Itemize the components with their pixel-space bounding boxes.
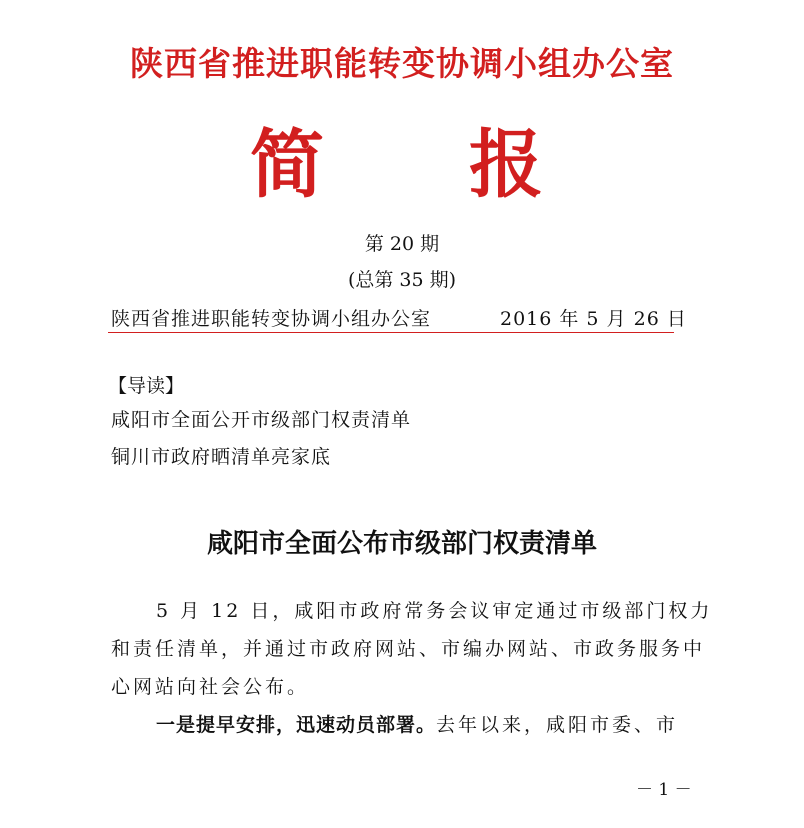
brief-title-char-1: 简 (250, 122, 324, 208)
guide-heading: 【导读】 (108, 375, 185, 397)
guide-item: 铜川市政府晒清单亮家底 (111, 446, 332, 468)
issuer: 陕西省推进职能转变协调小组办公室 (111, 308, 432, 330)
brief-title-char-2: 报 (469, 122, 543, 208)
paragraph-line: 5 月 12 日，咸阳市政府常务会议审定通过市级部门权力 (156, 600, 713, 622)
paragraph-line (156, 710, 678, 737)
page-number: － 1 － (636, 780, 692, 800)
paragraph-line: 心网站向社会公布。 (111, 676, 310, 698)
total-issue-number: (总第 35 期) (347, 269, 457, 291)
paragraph-lead-bold: 一是提早安排，迅速动员部署。 (156, 714, 437, 736)
guide-item: 咸阳市全面公开市级部门权责清单 (111, 409, 412, 431)
issue-date: 2016 年 5 月 26 日 (500, 308, 687, 330)
article-title: 咸阳市全面公布市级部门权责清单 (206, 529, 597, 559)
header-divider (108, 332, 674, 333)
paragraph-line: 和责任清单，并通过市政府网站、市编办网站、市政务服务中 (111, 638, 706, 660)
issue-number: 第 20 期 (364, 233, 440, 255)
org-title: 陕西省推进职能转变协调小组办公室 (130, 44, 674, 83)
paragraph-text: 去年以来，咸阳市委、市 (436, 714, 679, 736)
